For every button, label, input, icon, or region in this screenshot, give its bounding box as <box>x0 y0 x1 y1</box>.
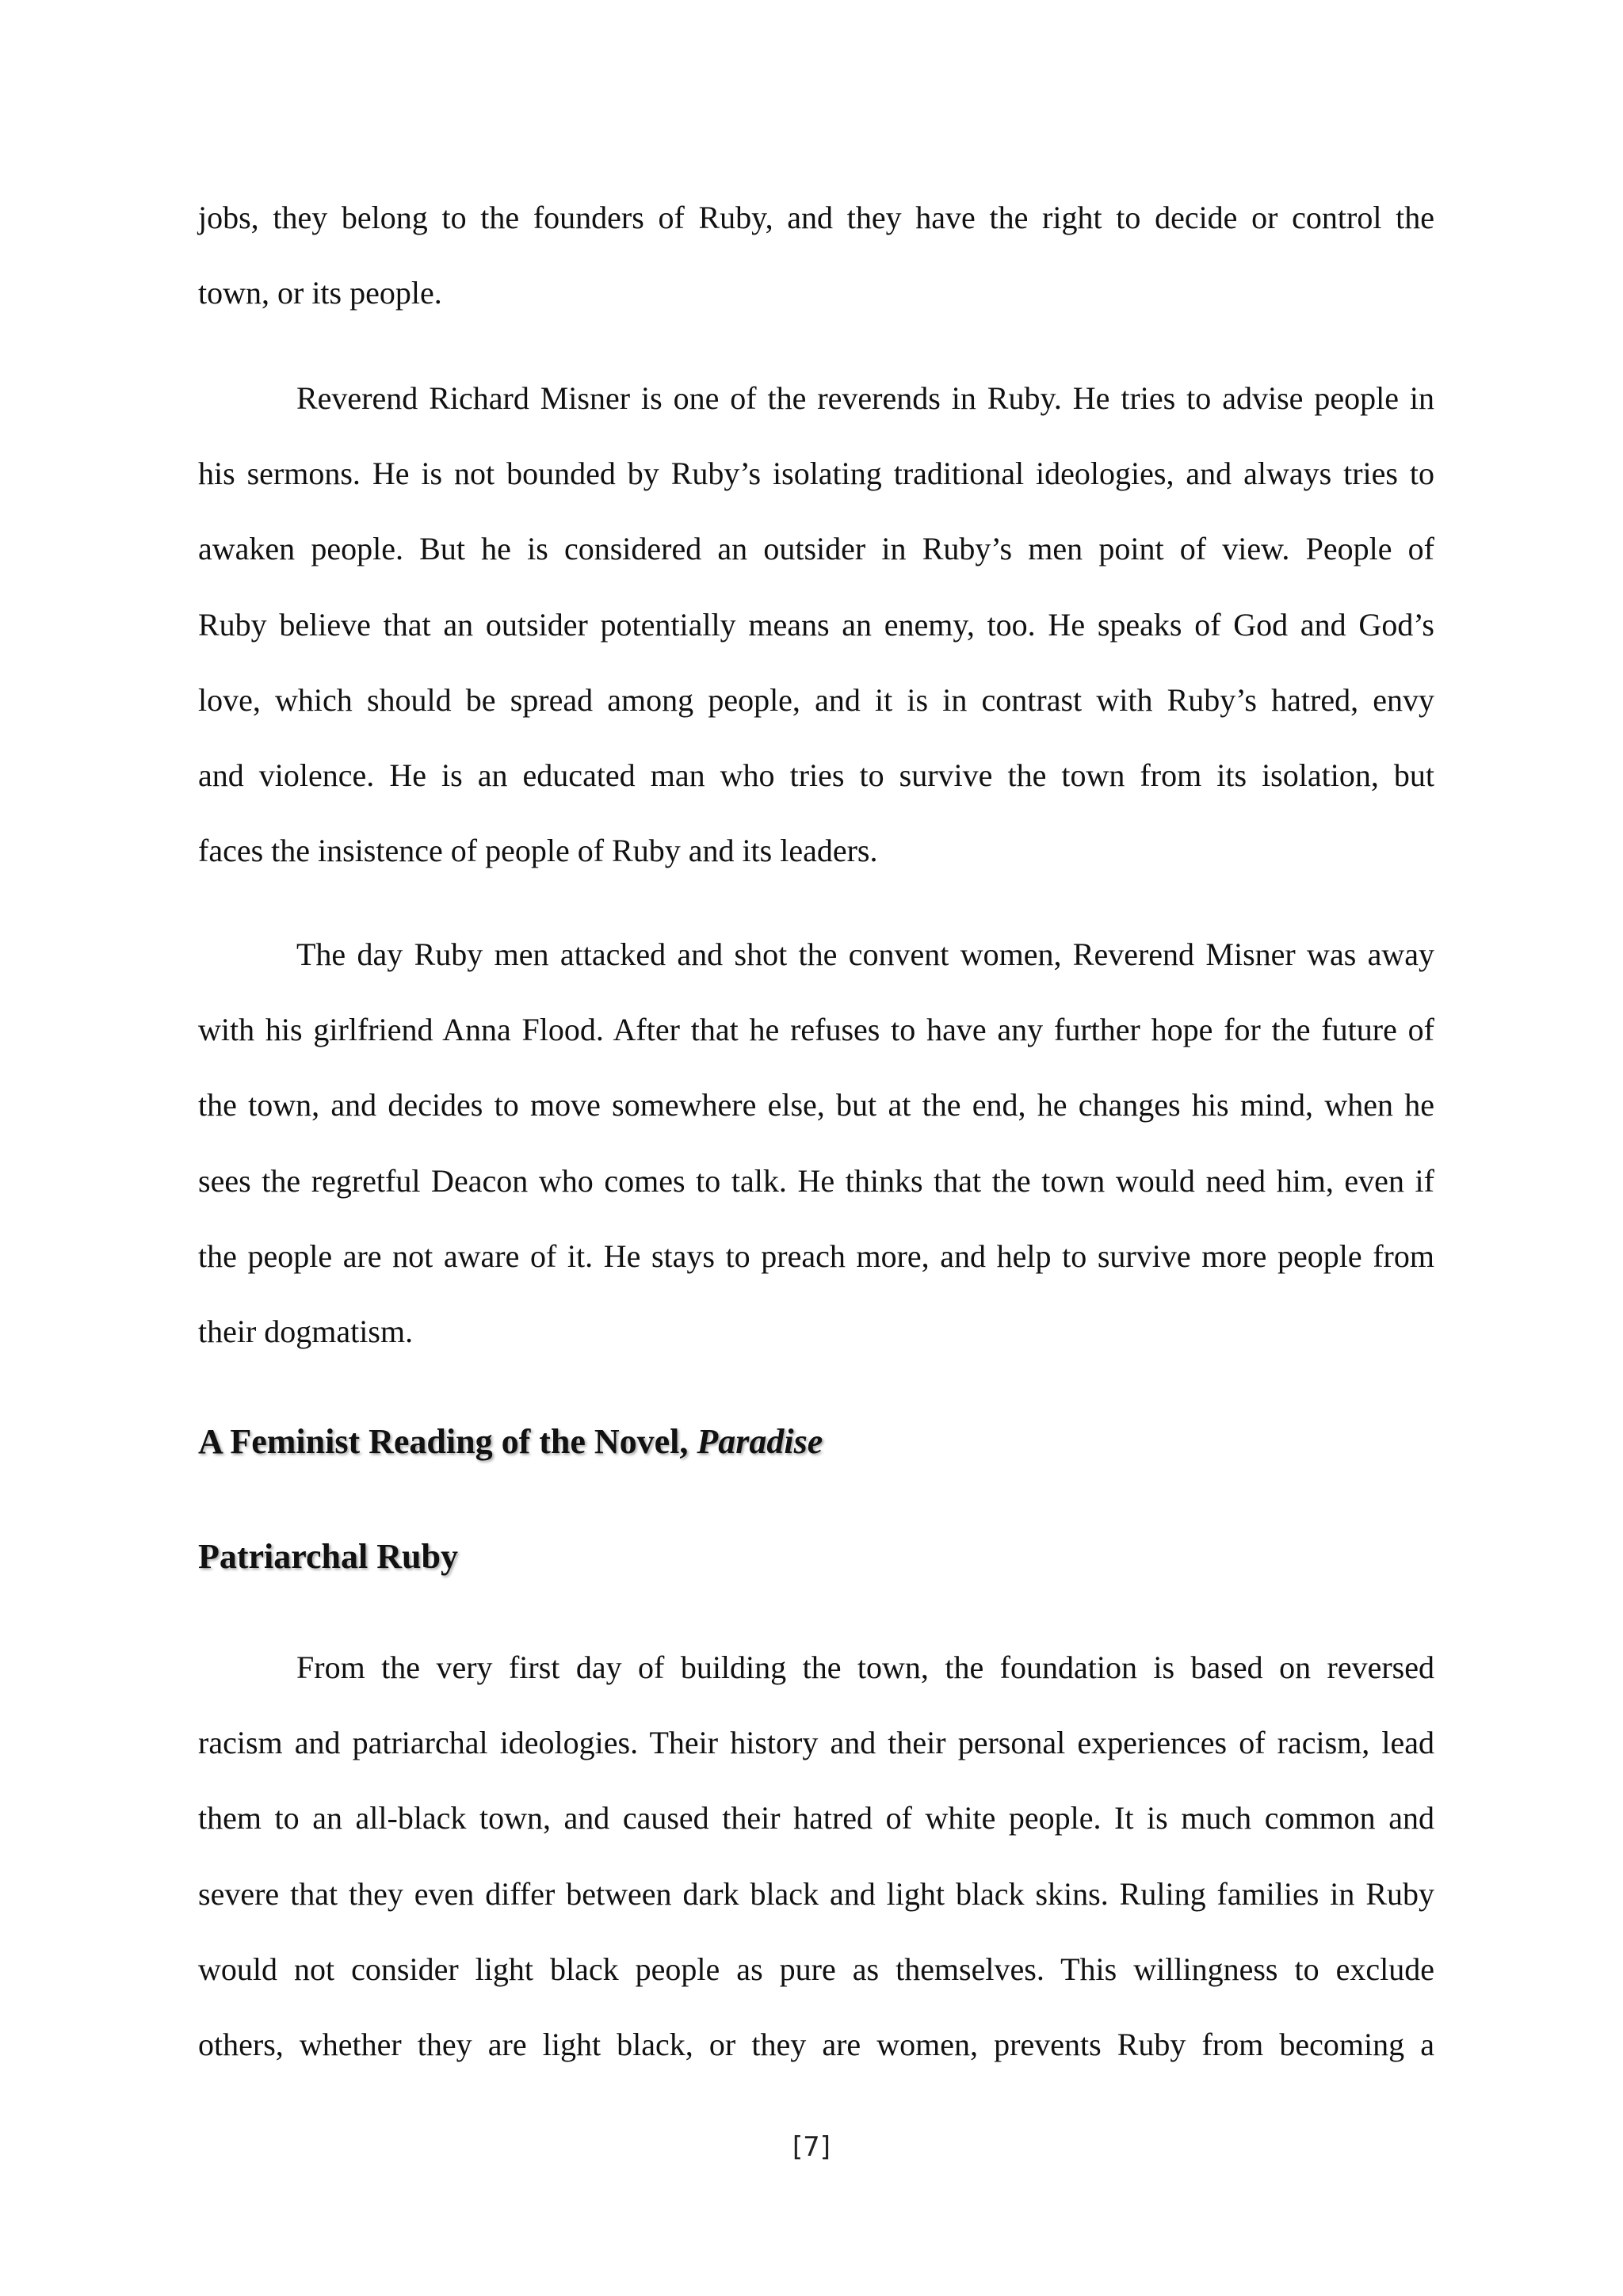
text-line: their dogmatism. <box>198 1313 414 1349</box>
text-line: his sermons. He is not bounded by Ruby’s isolating traditional ideologies, and always tries to <box>198 456 1434 492</box>
text-line: them to an all-black town, and caused their hatred of white people. It is much common and <box>198 1800 1434 1836</box>
paragraph-2 <box>198 360 1434 888</box>
paragraph-3 <box>198 917 1434 1369</box>
text-line: racism and patriarchal ideologies. Their history and their personal experiences of racism, lead <box>198 1725 1434 1761</box>
text-line: town, or its people. <box>198 275 442 311</box>
text-line: the people are not aware of it. He stays to preach more, and help to survive more people from <box>198 1238 1434 1274</box>
subsection-heading-text: Patriarchal Ruby <box>198 1537 458 1576</box>
page-number: [7] <box>792 2131 831 2163</box>
text-line: awaken people. But he is considered an outsider in Ruby’s men point of view. People of <box>198 531 1434 567</box>
text-line: From the very first day of building the town, the foundation is based on reversed <box>296 1650 1434 1685</box>
text-line: severe that they even differ between dark black and light black skins. Ruling families in Ruby <box>198 1875 1434 1912</box>
text-line: Ruby believe that an outsider potentially means an enemy, too. He speaks of God and God’s <box>198 606 1434 643</box>
text-line: would not consider light black people as pure as themselves. This willingness to exclude <box>198 1951 1434 1987</box>
subsection-heading <box>198 1533 1434 1581</box>
text-line: with his girlfriend Anna Flood. After that he refuses to have any further hope for the future of <box>198 1012 1434 1048</box>
paragraph-4 <box>198 1630 1434 2082</box>
text-line: the town, and decides to move somewhere else, but at the end, he changes his mind, when he <box>198 1087 1434 1123</box>
paragraph-1 <box>198 180 1434 330</box>
text-line: faces the insistence of people of Ruby and its leaders. <box>198 833 878 869</box>
section-heading <box>198 1418 1434 1466</box>
text-line: Reverend Richard Misner is one of the reverends in Ruby. He tries to advise people in <box>296 380 1434 416</box>
text-line: jobs, they belong to the founders of Ruby, and they have the right to decide or control the <box>198 200 1434 235</box>
text-line: and violence. He is an educated man who tries to survive the town from its isolation, but <box>198 757 1434 793</box>
text-line: sees the regretful Deacon who comes to talk. He thinks that the town would need him, even if <box>198 1162 1434 1199</box>
section-heading-text: A Feminist Reading of the Novel, <box>198 1422 697 1461</box>
text-line: The day Ruby men attacked and shot the convent women, Reverend Misner was away <box>296 936 1434 972</box>
section-heading-title: Paradise <box>697 1422 823 1461</box>
text-line: others, whether they are light black, or they are women, prevents Ruby from becoming a <box>198 2026 1434 2062</box>
text-line: love, which should be spread among people, and it is in contrast with Ruby’s hatred, envy <box>198 681 1434 718</box>
